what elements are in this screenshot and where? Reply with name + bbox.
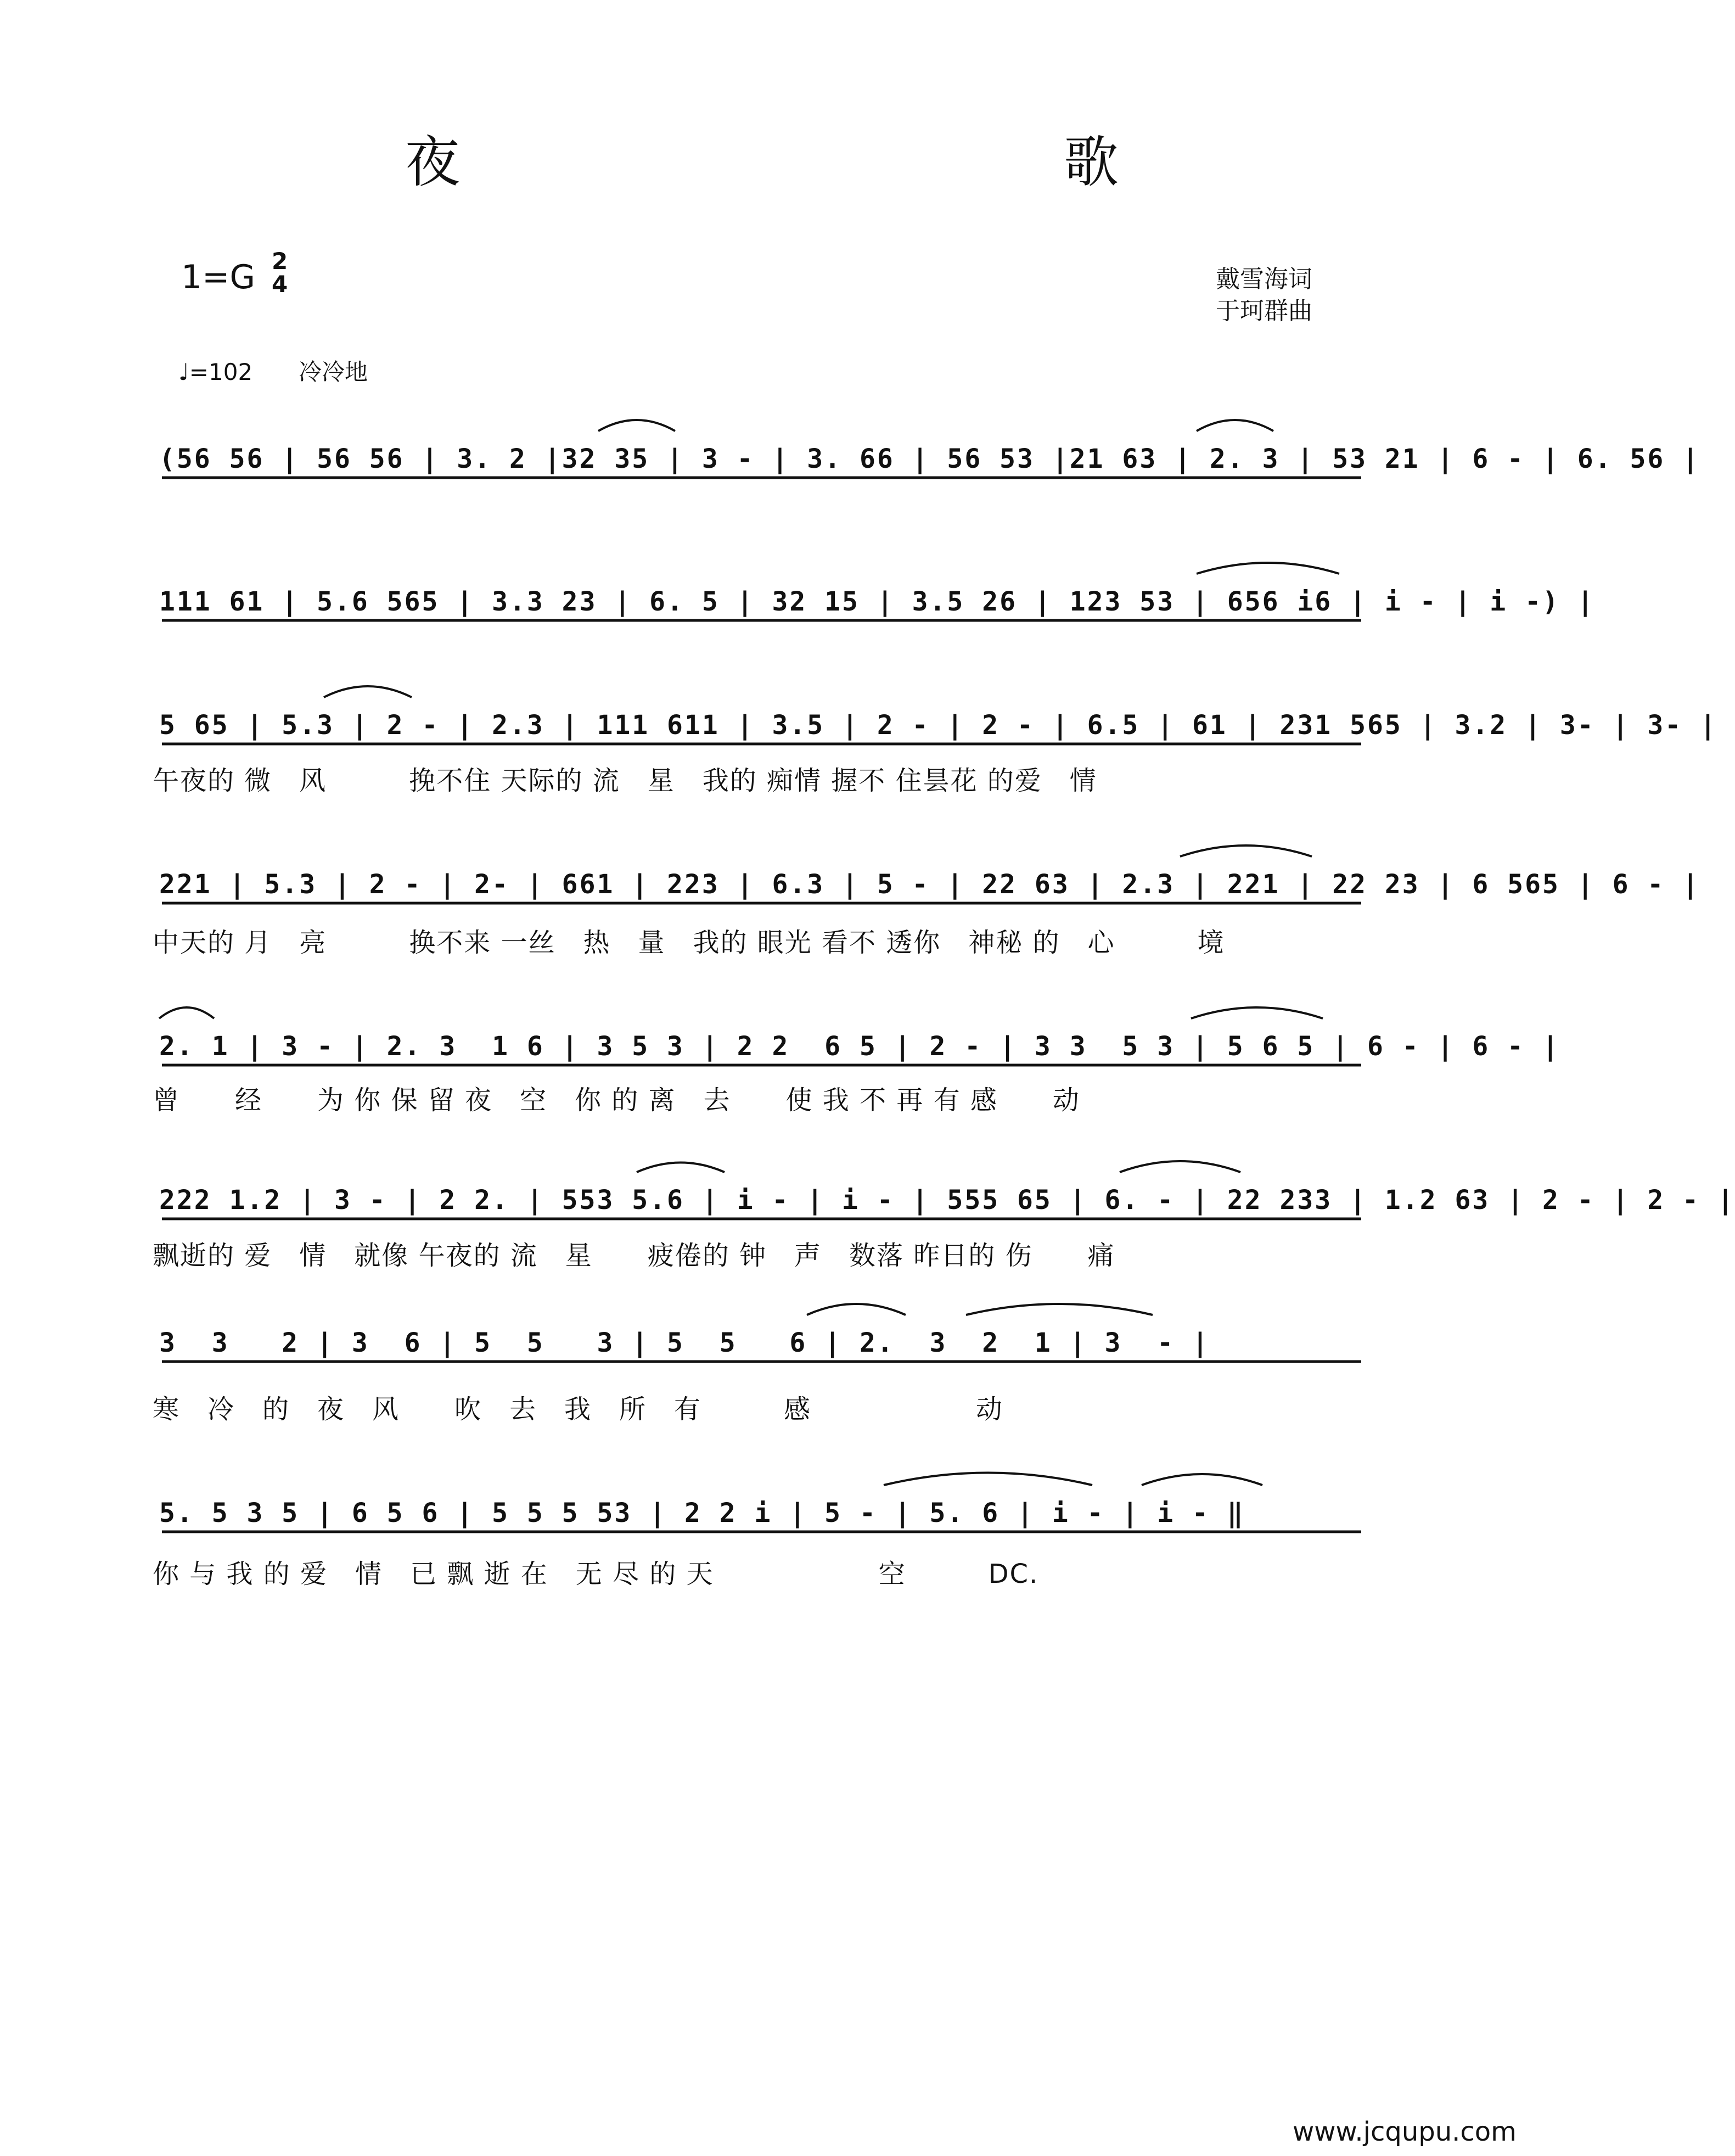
time-signature-top: 2 [272, 248, 288, 275]
lyrics-line-7: 寒 冷 的 夜 风 吹 去 我 所 有 感 动 [153, 1394, 1004, 1425]
notation-line-5: 2. 1 | 3 - | 2. 3 1 6 | 3 5 3 | 2 2 6 5 | 2 - | 3 3 5 3 | 5 6 5 | 6 - | 6 - | [159, 1031, 1560, 1062]
tie [598, 420, 675, 431]
lyricist: 戴雪海词 [1216, 265, 1312, 293]
notation-line-1: (56 56 | 56 56 | 3. 2 |32 35 | 3 - | 3. 66 | 56 53 |21 63 | 2. 3 | 53 21 | 6 - | 6. 56 | [159, 444, 1700, 474]
notation-line-7: 3 3 2 | 3 6 | 5 5 3 | 5 5 6 | 2. 3 2 1 | 3 - | [159, 1328, 1210, 1358]
tie [1142, 1474, 1262, 1485]
lyrics-line-5: 曾 经 为 你 保 留 夜 空 你 的 离 去 使 我 不 再 有 感 动 [153, 1085, 1080, 1116]
tie [637, 1163, 725, 1173]
notation-line-4: 221 | 5.3 | 2 - | 2- | 661 | 223 | 6.3 | 5 - | 22 63 | 2.3 | 221 | 22 23 | 6 565 | 6 - | [159, 869, 1700, 900]
notation-line-3: 5 65 | 5.3 | 2 - | 2.3 | 111 611 | 3.5 | 2 - | 2 - | 6.5 | 61 | 231 565 | 3.2 | 3- | 3- | [159, 710, 1717, 741]
notation-line-2: 111 61 | 5.6 565 | 3.3 23 | 6. 5 | 32 15 | 3.5 26 | 123 53 | 656 i6 | i - | i -) | [159, 586, 1595, 617]
tie [807, 1304, 906, 1315]
watermark: www.jcqupu.com [1293, 2116, 1517, 2147]
tie [1191, 1007, 1323, 1018]
time-signature-bottom: 4 [272, 271, 288, 298]
lyrics-line-6: 飘逝的 爱 情 就像 午夜的 流 星 疲倦的 钟 声 数落 昨日的 伤 痛 [153, 1240, 1115, 1271]
notation-line-6: 222 1.2 | 3 - | 2 2. | 553 5.6 | i - | i - | 555 65 | 6. - | 22 233 | 1.2 63 | 2 - | 2 - | [159, 1185, 1735, 1216]
lyrics-line-4: 中天的 月 亮 换不来 一丝 热 量 我的 眼光 看不 透你 神秘 的 心 境 [153, 927, 1225, 958]
key-signature: 1=G [181, 258, 255, 296]
notation-line-8: 5. 5 3 5 | 6 5 6 | 5 5 5 53 | 2 2 i | 5 - | 5. 6 | i - | i - ‖ [159, 1498, 1245, 1528]
tie [1197, 420, 1273, 431]
lyrics-line-8: 你 与 我 的 爱 情 已 飘 逝 在 无 尽 的 天 空 DC. [153, 1559, 1039, 1589]
lyrics-line-3: 午夜的 微 风 挽不住 天际的 流 星 我的 痴情 握不 住昙花 的爱 情 [153, 765, 1097, 796]
tie [1180, 845, 1312, 856]
tempo-marking: ♩=102 冷冷地 [178, 359, 368, 385]
page-title: 夜 歌 [405, 130, 1393, 194]
composer: 于珂群曲 [1216, 297, 1312, 325]
tie [1120, 1161, 1240, 1172]
tie [159, 1007, 214, 1018]
tie [1197, 563, 1339, 574]
tie [884, 1473, 1092, 1486]
tie [324, 686, 412, 697]
tie [966, 1304, 1153, 1315]
